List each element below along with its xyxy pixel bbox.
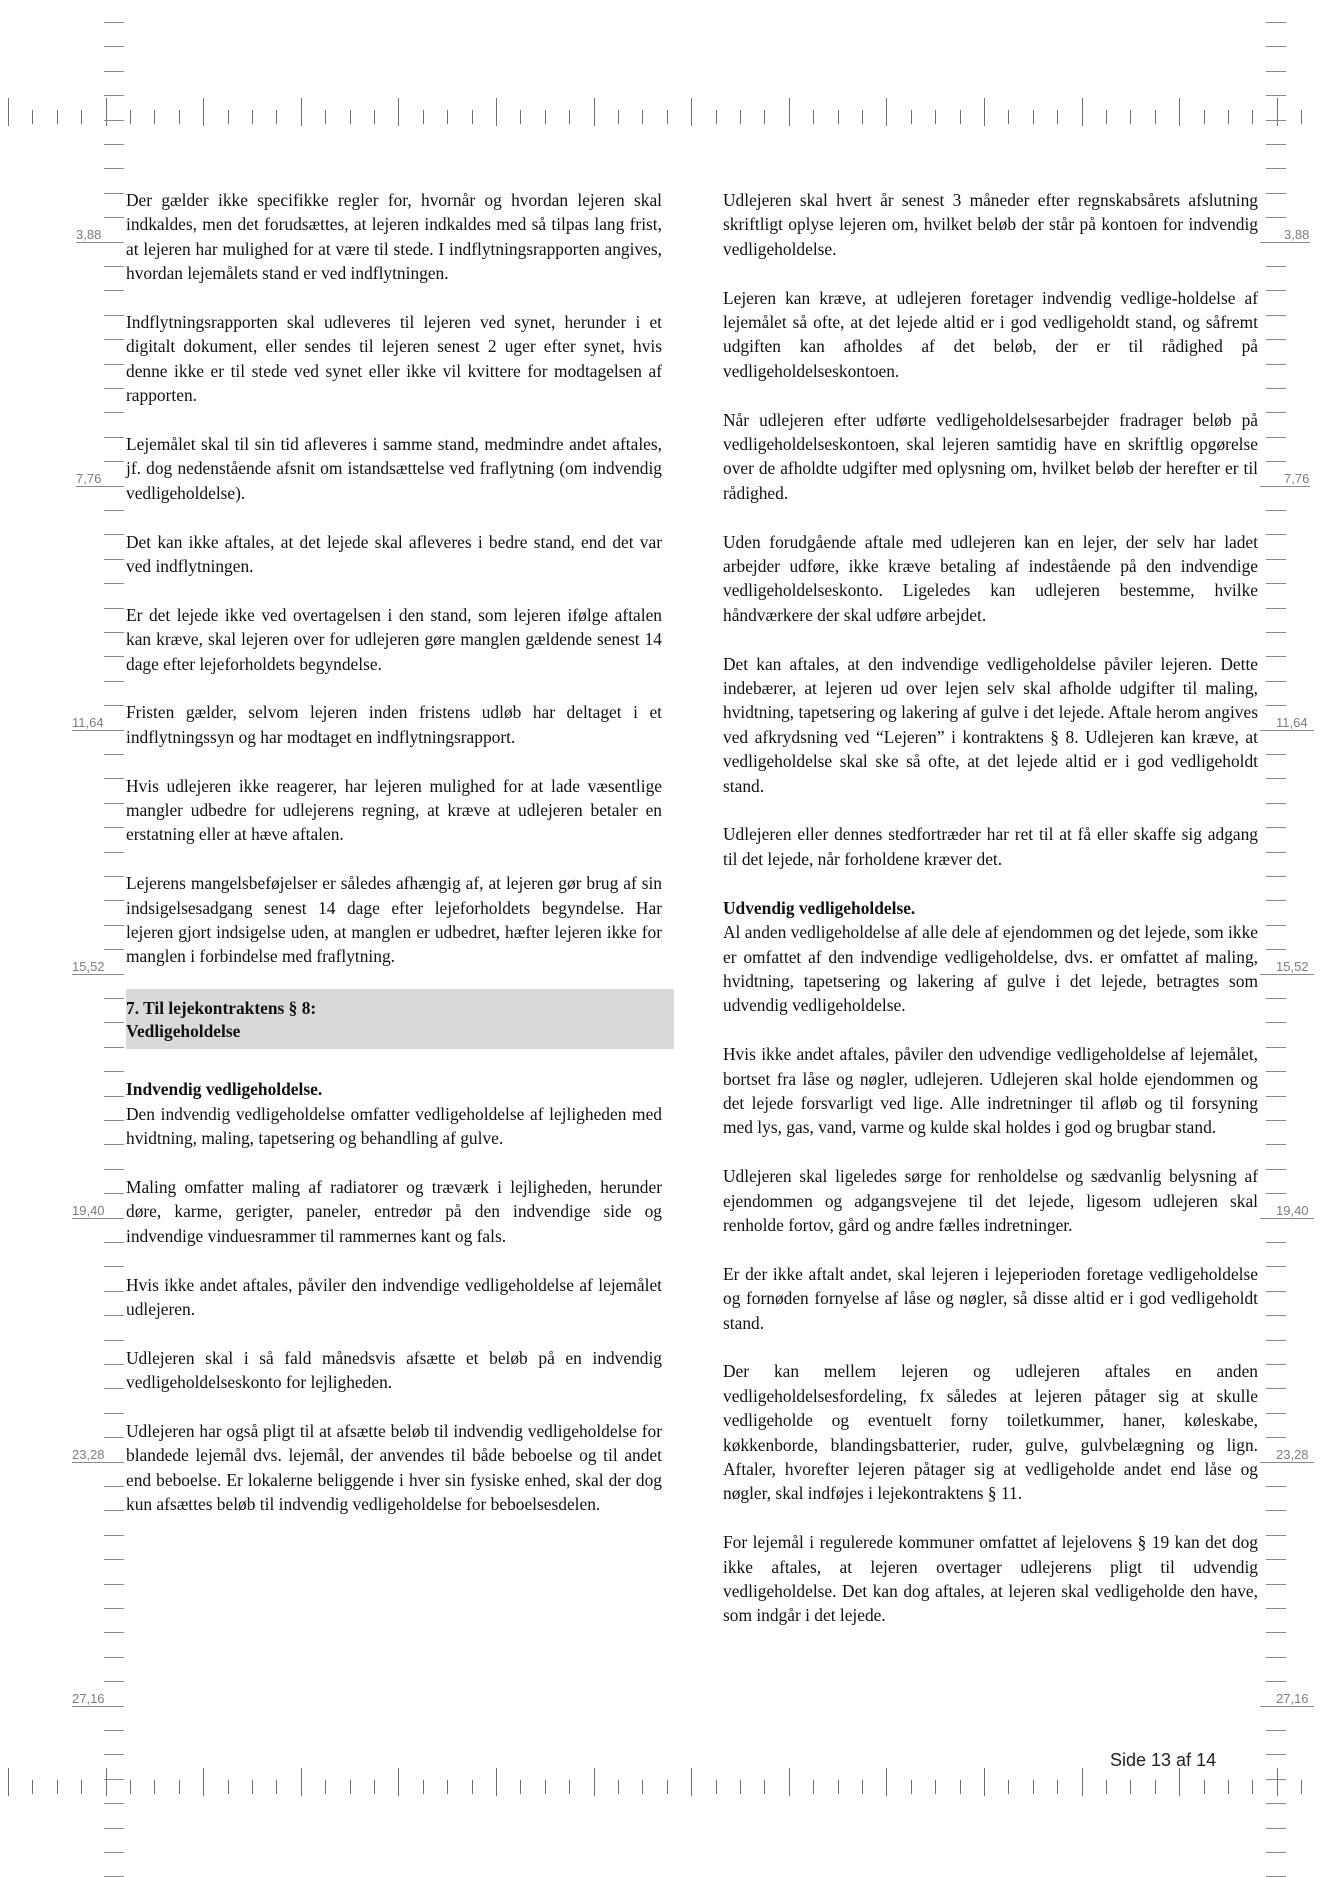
- ruler-dash: [104, 1510, 124, 1511]
- ruler-dash: [1266, 925, 1286, 926]
- ruler-dash: [1266, 339, 1286, 340]
- margin-label: 7,76: [1284, 471, 1310, 486]
- ruler-tick: [57, 110, 58, 124]
- ruler-dash: [1266, 1193, 1286, 1194]
- margin-label: 27,16: [72, 1691, 105, 1706]
- ruler-tick: [642, 1780, 643, 1794]
- ruler-tick: [276, 110, 277, 124]
- ruler-dash: [1266, 1852, 1286, 1853]
- ruler-dash: [104, 339, 124, 340]
- paragraph: Der gælder ikke specifikke regler for, hvornår og hvordan lejeren skal indkaldes, men det forudsættes, at lejeren indkaldes med så tilpas lang frist, at lejeren har mulighed for at være til stede. I indflytningsrapporten angives, hvordan lejemålets stand er ved indflytningen.: [126, 190, 662, 284]
- ruler-tick: [789, 98, 790, 126]
- ruler-dash: [1266, 1096, 1286, 1097]
- paragraph: Lejeren kan kræve, at udlejeren foretager indvendig vedlige-holdelse af lejemålet så ofte, at det lejede altid er i god vedligeholdt stand, og såfremt udgiften kan afholdes af det beløb, der er til rådighed på vedligeholdelseskontoen.: [723, 287, 1258, 381]
- ruler-dash: [1266, 1242, 1286, 1243]
- ruler-tick: [716, 110, 717, 124]
- ruler-dash: [1266, 559, 1286, 560]
- ruler-dash: [104, 900, 124, 901]
- ruler-tick: [1228, 1780, 1229, 1794]
- ruler-tick: [886, 1768, 887, 1796]
- ruler-tick: [1252, 1780, 1253, 1794]
- ruler-dash: [104, 46, 124, 47]
- ruler-tick: [545, 110, 546, 124]
- paragraph: Lejerens mangelsbeføjelser er således afhængig af, at lejeren gør brug af sin indsigelsesadgang senest 14 dage efter lejeforholdets begyndelse. Har lejeren gjort indsigelse uden, at manglen er udbedret, hæfter lejeren ikke for manglen i forbindelse med fraflytning.: [126, 873, 662, 967]
- paragraph: Er det lejede ikke ved overtagelsen i den stand, som lejeren ifølge aftalen kan kræve, skal lejeren over for udlejeren gøre manglen gældende senest 14 dage efter lejeforholdets begyndelse.: [126, 604, 662, 674]
- ruler-dash: [104, 1315, 124, 1316]
- ruler-dash: [1266, 1144, 1286, 1145]
- section-title-line: 7. Til lejekontraktens § 8:: [126, 998, 317, 1019]
- ruler-dash: [104, 1535, 124, 1536]
- ruler-tick: [667, 1780, 668, 1794]
- ruler-dash: [1266, 1047, 1286, 1048]
- margin-label: 19,40: [1276, 1203, 1309, 1218]
- margin-label: 23,28: [1276, 1447, 1309, 1462]
- ruler-tick: [960, 1780, 961, 1794]
- ruler-dash: [1266, 1510, 1286, 1511]
- ruler-dash: [104, 120, 124, 121]
- ruler-tick: [1106, 110, 1107, 124]
- ruler-tick: [1155, 110, 1156, 124]
- paragraph: Uden forudgående aftale med udlejeren kan en lejer, der selv har ladet arbejder udføre, ikke kræve betaling af indestående på den indvendige vedligeholdelseskonto. Ligeledes kan udlejeren bestemme, hvilke håndværkere der skal udføre arbejdet.: [723, 531, 1258, 625]
- ruler-dash: [104, 1828, 124, 1829]
- ruler-dash: [104, 1608, 124, 1609]
- ruler-dash: [1266, 22, 1286, 23]
- ruler-dash: [1266, 388, 1286, 389]
- ruler-tick: [350, 110, 351, 124]
- ruler-tick: [496, 98, 497, 126]
- margin-label: 11,64: [1276, 715, 1308, 730]
- paragraph: Udlejeren skal i så fald månedsvis afsætte et beløb på en indvendig vedligeholdelseskonto for lejligheden.: [126, 1347, 662, 1393]
- ruler-tick: [350, 1780, 351, 1794]
- ruler-dash: [104, 1681, 124, 1682]
- ruler-dash: [1266, 1608, 1286, 1609]
- subsection-heading: Indvendig vedligeholdelse.: [126, 1079, 323, 1100]
- ruler-tick: [301, 1768, 302, 1796]
- ruler-dash: [104, 583, 124, 584]
- ruler-dash: [1266, 1291, 1286, 1292]
- ruler-dash: [1266, 583, 1286, 584]
- paragraph: Det kan ikke aftales, at det lejede skal afleveres i bedre stand, end det var ved indflytningen.: [126, 531, 662, 577]
- ruler-dash: [104, 827, 124, 828]
- paragraph: Udlejeren har også pligt til at afsætte beløb til indvendig vedligeholdelse for blandede lejemål dvs. lejemål, der anvendes til både beboelse og til andet end beboelse. Er lokalerne beliggende i hver sin fysiske enhed, skal der dog kun afsættes beløb til indvendig vedligeholdelse for beboelsesdelen.: [126, 1420, 662, 1515]
- paragraph: Udlejeren eller dennes stedfortræder har ret til at få eller skaffe sig adgang til det lejede, når forholdene kræver det.: [723, 824, 1258, 869]
- ruler-dash: [1266, 461, 1286, 462]
- ruler-dash: [104, 1486, 124, 1487]
- ruler-dash: [1266, 1754, 1286, 1755]
- ruler-dash: [104, 95, 124, 96]
- ruler-dash: [104, 1584, 124, 1585]
- ruler-dash: [1266, 1681, 1286, 1682]
- paragraph: Er der ikke aftalt andet, skal lejeren i lejeperioden foretage vedligeholdelse og fornøden fornyelse af låse og nøgler, så disse altid er i god vedligeholdt stand.: [723, 1263, 1258, 1333]
- ruler-tick: [1082, 1768, 1083, 1796]
- ruler-dash: [1266, 656, 1286, 657]
- ruler-tick: [179, 110, 180, 124]
- ruler-tick: [642, 110, 643, 124]
- ruler-dash: [104, 876, 124, 877]
- ruler-dash: [1266, 1364, 1286, 1365]
- ruler-dash: [1266, 290, 1286, 291]
- ruler-dash: [1266, 1120, 1286, 1121]
- ruler-dash: [104, 632, 124, 633]
- left-column: [126, 188, 662, 1517]
- ruler-dash: [104, 1266, 124, 1267]
- ruler-tick: [691, 1768, 692, 1796]
- ruler-tick: [935, 110, 936, 124]
- ruler-dash: [104, 998, 124, 999]
- ruler-dash: [1266, 754, 1286, 755]
- subsection-text: Den indvendig vedligeholdelse omfatter vedligeholdelse af lejligheden med hvidtning, maling, tapetsering og behandling af gulve.: [126, 1103, 662, 1149]
- margin-label: 3,88: [76, 227, 102, 242]
- ruler-tick: [1033, 1780, 1034, 1794]
- right-column: [723, 188, 1258, 1628]
- ruler-dash: [1266, 1266, 1286, 1267]
- ruler-dash: [104, 437, 124, 438]
- ruler-tick: [716, 1780, 717, 1794]
- ruler-tick: [1008, 1780, 1009, 1794]
- ruler-tick: [618, 1780, 619, 1794]
- ruler-tick: [545, 1780, 546, 1794]
- section-heading: [126, 989, 674, 1049]
- ruler-dash: [1266, 1584, 1286, 1585]
- top-ruler: [0, 98, 1320, 138]
- ruler-tick: [520, 1780, 521, 1794]
- ruler-dash: [1266, 1657, 1286, 1658]
- ruler-dash: [1266, 1535, 1286, 1536]
- bottom-ruler: [0, 1768, 1320, 1808]
- ruler-tick: [374, 110, 375, 124]
- ruler-dash: [104, 1071, 124, 1072]
- ruler-dash: [104, 1803, 124, 1804]
- ruler-dash: [1266, 217, 1286, 218]
- ruler-dash: [104, 949, 124, 950]
- ruler-dash: [104, 1169, 124, 1170]
- ruler-dash: [104, 778, 124, 779]
- section-title-line: Vedligeholdelse: [126, 1021, 241, 1042]
- ruler-dash: [1266, 412, 1286, 413]
- ruler-tick: [911, 1780, 912, 1794]
- ruler-tick: [423, 110, 424, 124]
- ruler-tick: [1130, 110, 1131, 124]
- paragraph: Der kan mellem lejeren og udlejeren aftales en anden vedligeholdelsesfordeling, fx således at lejeren påtager sig at skulle vedligeholde og eventuelt forny toiletkummer, haner, køleskabe, køkkenborde, blandingsbatterier, ruder, gulve, gulvbelægning og lign. Aftaler, hvorefter lejeren påtager sig at vedligeholde andet end låse og nøgler, skal indføjes i lejekontraktens § 11.: [723, 1361, 1258, 1504]
- ruler-dash: [1266, 1486, 1286, 1487]
- ruler-tick: [935, 1780, 936, 1794]
- ruler-tick: [569, 110, 570, 124]
- ruler-dash: [104, 266, 124, 267]
- ruler-tick: [1228, 110, 1229, 124]
- ruler-tick: [789, 1768, 790, 1796]
- ruler-dash: [104, 534, 124, 535]
- ruler-tick: [960, 110, 961, 124]
- ruler-tick: [1008, 110, 1009, 124]
- margin-label: 19,40: [72, 1203, 105, 1218]
- paragraph: Maling omfatter maling af radiatorer og træværk i lejligheden, herunder døre, karme, gerigter, paneler, entredør på den indvendige side og indvendige vinduesrammer til rammernes kant og fals.: [126, 1176, 662, 1246]
- ruler-tick: [1106, 1780, 1107, 1794]
- ruler-dash: [104, 681, 124, 682]
- margin-label: 27,16: [1276, 1691, 1309, 1706]
- ruler-dash: [104, 364, 124, 365]
- margin-label: 7,76: [76, 471, 102, 486]
- ruler-dash: [104, 1120, 124, 1121]
- ruler-tick: [203, 1768, 204, 1796]
- ruler-dash: [1266, 1437, 1286, 1438]
- ruler-tick: [740, 1780, 741, 1794]
- ruler-dash: [104, 290, 124, 291]
- ruler-tick: [1179, 98, 1180, 126]
- ruler-tick: [911, 110, 912, 124]
- ruler-dash: [1266, 949, 1286, 950]
- ruler-dash: [104, 1144, 124, 1145]
- ruler-tick: [984, 98, 985, 126]
- ruler-dash: [1266, 1169, 1286, 1170]
- ruler-tick: [228, 1780, 229, 1794]
- ruler-dash: [104, 608, 124, 609]
- ruler-tick: [472, 110, 473, 124]
- ruler-tick: [1057, 1780, 1058, 1794]
- ruler-tick: [764, 1780, 765, 1794]
- ruler-tick: [862, 110, 863, 124]
- ruler-tick: [667, 110, 668, 124]
- margin-label: 11,64: [72, 715, 104, 730]
- ruler-tick: [81, 1780, 82, 1794]
- ruler-dash: [104, 71, 124, 72]
- ruler-dash: [104, 217, 124, 218]
- ruler-dash: [104, 412, 124, 413]
- ruler-tick: [203, 98, 204, 126]
- margin-label: 15,52: [1276, 959, 1309, 974]
- ruler-dash: [1266, 900, 1286, 901]
- ruler-tick: [228, 110, 229, 124]
- paragraph: Når udlejeren efter udførte vedligeholdelsesarbejder fradrager beløb på vedligeholdelseskontoen, skal lejeren samtidig have en skriftlig opgørelse over de afholdte udgifter med oplysning om, hvilket beløb der herefter er til rådighed.: [723, 409, 1258, 503]
- ruler-dash: [1266, 193, 1286, 194]
- ruler-tick: [32, 1780, 33, 1794]
- ruler-tick: [1033, 110, 1034, 124]
- ruler-tick: [325, 110, 326, 124]
- ruler-tick: [764, 110, 765, 124]
- paragraph: Udlejeren skal ligeledes sørge for renholdelse og sædvanlig belysning af ejendommen og adgangsvejene til det lejede, ligesom udlejeren skal renholde fortov, gård og andre fælles indretninger.: [723, 1166, 1258, 1235]
- paragraph: For lejemål i regulerede kommuner omfattet af lejelovens § 19 kan det dog ikke aftales, at lejeren overtager udlejerens pligt til udvendig vedligeholdelse. Det kan dog aftales, at lejeren skal vedligeholde den have, som indgår i det lejede.: [723, 1532, 1258, 1626]
- ruler-tick: [276, 1780, 277, 1794]
- ruler-dash: [104, 1022, 124, 1023]
- ruler-tick: [1155, 1780, 1156, 1794]
- ruler-dash: [104, 1047, 124, 1048]
- ruler-tick: [179, 1780, 180, 1794]
- ruler-dash: [1266, 827, 1286, 828]
- ruler-dash: [1266, 876, 1286, 877]
- paragraph: Det kan aftales, at den indvendige vedligeholdelse påviler lejeren. Dette indebærer, at lejeren ud over lejen selv skal afholde udgifter til maling, hvidtning, tapetsering og lakering af gulve i det lejede. Aftale herom angives ved afkrydsning ved “Lejeren” i kontraktens § 8. Udlejeren kan kræve, at vedligeholdelse skal ske så ofte, at det lejede altid er i god vedligeholdt stand.: [723, 653, 1258, 796]
- ruler-dash: [1266, 168, 1286, 169]
- ruler-tick: [594, 98, 595, 126]
- right-margin-ruler: [1262, 0, 1320, 1868]
- paragraph: Lejemålet skal til sin tid afleveres i samme stand, medmindre andet aftales, jf. dog nedenstående afsnit om istandsættelse ved fraflytning (om indvendig vedligeholdelse).: [126, 434, 662, 503]
- ruler-dash: [1266, 1559, 1286, 1560]
- ruler-dash: [104, 656, 124, 657]
- ruler-tick: [813, 110, 814, 124]
- ruler-dash: [104, 1437, 124, 1438]
- ruler-dash: [1266, 364, 1286, 365]
- ruler-tick: [813, 1780, 814, 1794]
- ruler-tick: [862, 1780, 863, 1794]
- ruler-tick: [81, 110, 82, 124]
- ruler-tick: [252, 110, 253, 124]
- ruler-tick: [57, 1780, 58, 1794]
- ruler-tick: [472, 1780, 473, 1794]
- ruler-dash: [104, 168, 124, 169]
- ruler-dash: [1266, 437, 1286, 438]
- ruler-dash: [1266, 71, 1286, 72]
- ruler-dash: [104, 461, 124, 462]
- ruler-dash: [1266, 1803, 1286, 1804]
- paragraph: Fristen gælder, selvom lejeren inden fristens udløb har deltaget i et indflytningssyn og har modtaget en indflytningsrapport.: [126, 702, 662, 747]
- ruler-dash: [104, 1364, 124, 1365]
- ruler-dash: [104, 1657, 124, 1658]
- ruler-dash: [104, 1388, 124, 1389]
- ruler-dash: [104, 315, 124, 316]
- ruler-dash: [104, 1730, 124, 1731]
- ruler-dash: [1266, 1022, 1286, 1023]
- ruler-dash: [104, 1291, 124, 1292]
- ruler-tick: [1179, 1768, 1180, 1796]
- ruler-tick: [886, 98, 887, 126]
- ruler-tick: [838, 110, 839, 124]
- margin-label: 23,28: [72, 1447, 105, 1462]
- ruler-tick: [520, 110, 521, 124]
- ruler-dash: [104, 510, 124, 511]
- ruler-tick: [569, 1780, 570, 1794]
- ruler-tick: [447, 110, 448, 124]
- margin-label: 15,52: [72, 959, 105, 974]
- ruler-tick: [8, 98, 9, 126]
- ruler-dash: [104, 705, 124, 706]
- ruler-tick: [447, 1780, 448, 1794]
- ruler-dash: [1266, 632, 1286, 633]
- ruler-dash: [1266, 510, 1286, 511]
- subsection-text: Al anden vedligeholdelse af alle dele af ejendommen og det lejede, som ikke er omfattet af den indvendige vedligeholdelse, dvs. er omfattet af maling, hvidtning, tapetsering og lakering af gulve i det lejede, betragtes som udvendig vedligeholdelse.: [723, 922, 1258, 1016]
- ruler-dash: [1266, 120, 1286, 121]
- ruler-dash: [1266, 144, 1286, 145]
- ruler-dash: [104, 803, 124, 804]
- paragraph: Hvis ikke andet aftales, påviler den indvendige vedligeholdelse af lejemålet udlejeren.: [126, 1274, 662, 1319]
- ruler-dash: [104, 193, 124, 194]
- ruler-dash: [1266, 1730, 1286, 1731]
- page-number: Side 13 af 14: [1110, 1750, 1217, 1770]
- ruler-tick: [496, 1768, 497, 1796]
- ruler-dash: [104, 1754, 124, 1755]
- subsection: [723, 896, 1258, 1018]
- paragraph: Udlejeren skal hvert år senest 3 måneder efter regnskabsårets afslutning skriftligt oplyse lejeren om, hvilket beløb der står på kontoen for indvendig vedligeholdelse.: [723, 190, 1258, 259]
- ruler-tick: [374, 1780, 375, 1794]
- ruler-tick: [1130, 1780, 1131, 1794]
- ruler-dash: [1266, 803, 1286, 804]
- ruler-dash: [104, 1096, 124, 1097]
- ruler-tick: [252, 1780, 253, 1794]
- ruler-tick: [423, 1780, 424, 1794]
- ruler-dash: [104, 1340, 124, 1341]
- ruler-tick: [398, 98, 399, 126]
- ruler-dash: [1266, 1071, 1286, 1072]
- ruler-dash: [104, 1852, 124, 1853]
- ruler-dash: [1266, 852, 1286, 853]
- ruler-tick: [618, 110, 619, 124]
- ruler-dash: [104, 388, 124, 389]
- ruler-tick: [325, 1780, 326, 1794]
- ruler-dash: [1266, 266, 1286, 267]
- ruler-dash: [1266, 998, 1286, 999]
- ruler-dash: [1266, 534, 1286, 535]
- ruler-dash: [104, 852, 124, 853]
- paragraph: Indflytningsrapporten skal udleveres til lejeren ved synet, herunder i et digitalt dokument, eller sendes til lejeren senest 2 uger efter synet, hvis denne ikke er til stede ved synet eller ikke vil kvittere for modtagelsen af rapporten.: [126, 312, 662, 406]
- ruler-dash: [1266, 1388, 1286, 1389]
- ruler-tick: [1204, 1780, 1205, 1794]
- ruler-tick: [8, 1768, 9, 1796]
- ruler-dash: [1266, 1340, 1286, 1341]
- ruler-dash: [104, 1779, 124, 1780]
- paragraph: Hvis ikke andet aftales, påviler den udvendige vedligeholdelse af lejemålet, bortset fra låse og nøgler, udlejeren. Udlejeren skal holde ejendommen og det lejede forsvarligt ved lige. Alle indretninger til afløb og til forsyning med lys, gas, vand, varme og kulde skal holdes i god og brugbar stand.: [723, 1044, 1258, 1138]
- margin-label: 3,88: [1284, 227, 1310, 242]
- ruler-dash: [104, 754, 124, 755]
- ruler-tick: [691, 98, 692, 126]
- ruler-dash: [1266, 681, 1286, 682]
- ruler-tick: [1082, 98, 1083, 126]
- ruler-dash: [1266, 1413, 1286, 1414]
- ruler-dash: [104, 925, 124, 926]
- ruler-dash: [104, 559, 124, 560]
- ruler-dash: [1266, 315, 1286, 316]
- ruler-dash: [1266, 705, 1286, 706]
- ruler-dash: [1266, 46, 1286, 47]
- subsection-heading: Udvendig vedligeholdelse.: [723, 897, 916, 918]
- ruler-dash: [104, 1242, 124, 1243]
- ruler-dash: [1266, 1779, 1286, 1780]
- ruler-dash: [104, 1632, 124, 1633]
- ruler-tick: [740, 110, 741, 124]
- subsection: [126, 1077, 662, 1150]
- ruler-tick: [32, 110, 33, 124]
- ruler-dash: [1266, 778, 1286, 779]
- ruler-tick: [1252, 110, 1253, 124]
- ruler-tick: [594, 1768, 595, 1796]
- ruler-tick: [838, 1780, 839, 1794]
- ruler-dash: [1266, 1828, 1286, 1829]
- ruler-tick: [1057, 110, 1058, 124]
- paragraph: Hvis udlejeren ikke reagerer, har lejeren mulighed for at lade væsentlige mangler udbedre for udlejerens regning, at kræve at udlejeren betaler en erstatning eller at hæve aftalen.: [126, 775, 662, 845]
- ruler-dash: [104, 22, 124, 23]
- ruler-dash: [1266, 1315, 1286, 1316]
- ruler-dash: [1266, 1632, 1286, 1633]
- ruler-tick: [984, 1768, 985, 1796]
- ruler-dash: [1266, 95, 1286, 96]
- ruler-dash: [1266, 608, 1286, 609]
- ruler-tick: [1204, 110, 1205, 124]
- ruler-dash: [104, 1413, 124, 1414]
- ruler-dash: [104, 1193, 124, 1194]
- ruler-dash: [104, 1559, 124, 1560]
- ruler-tick: [398, 1768, 399, 1796]
- ruler-dash: [104, 144, 124, 145]
- ruler-tick: [301, 98, 302, 126]
